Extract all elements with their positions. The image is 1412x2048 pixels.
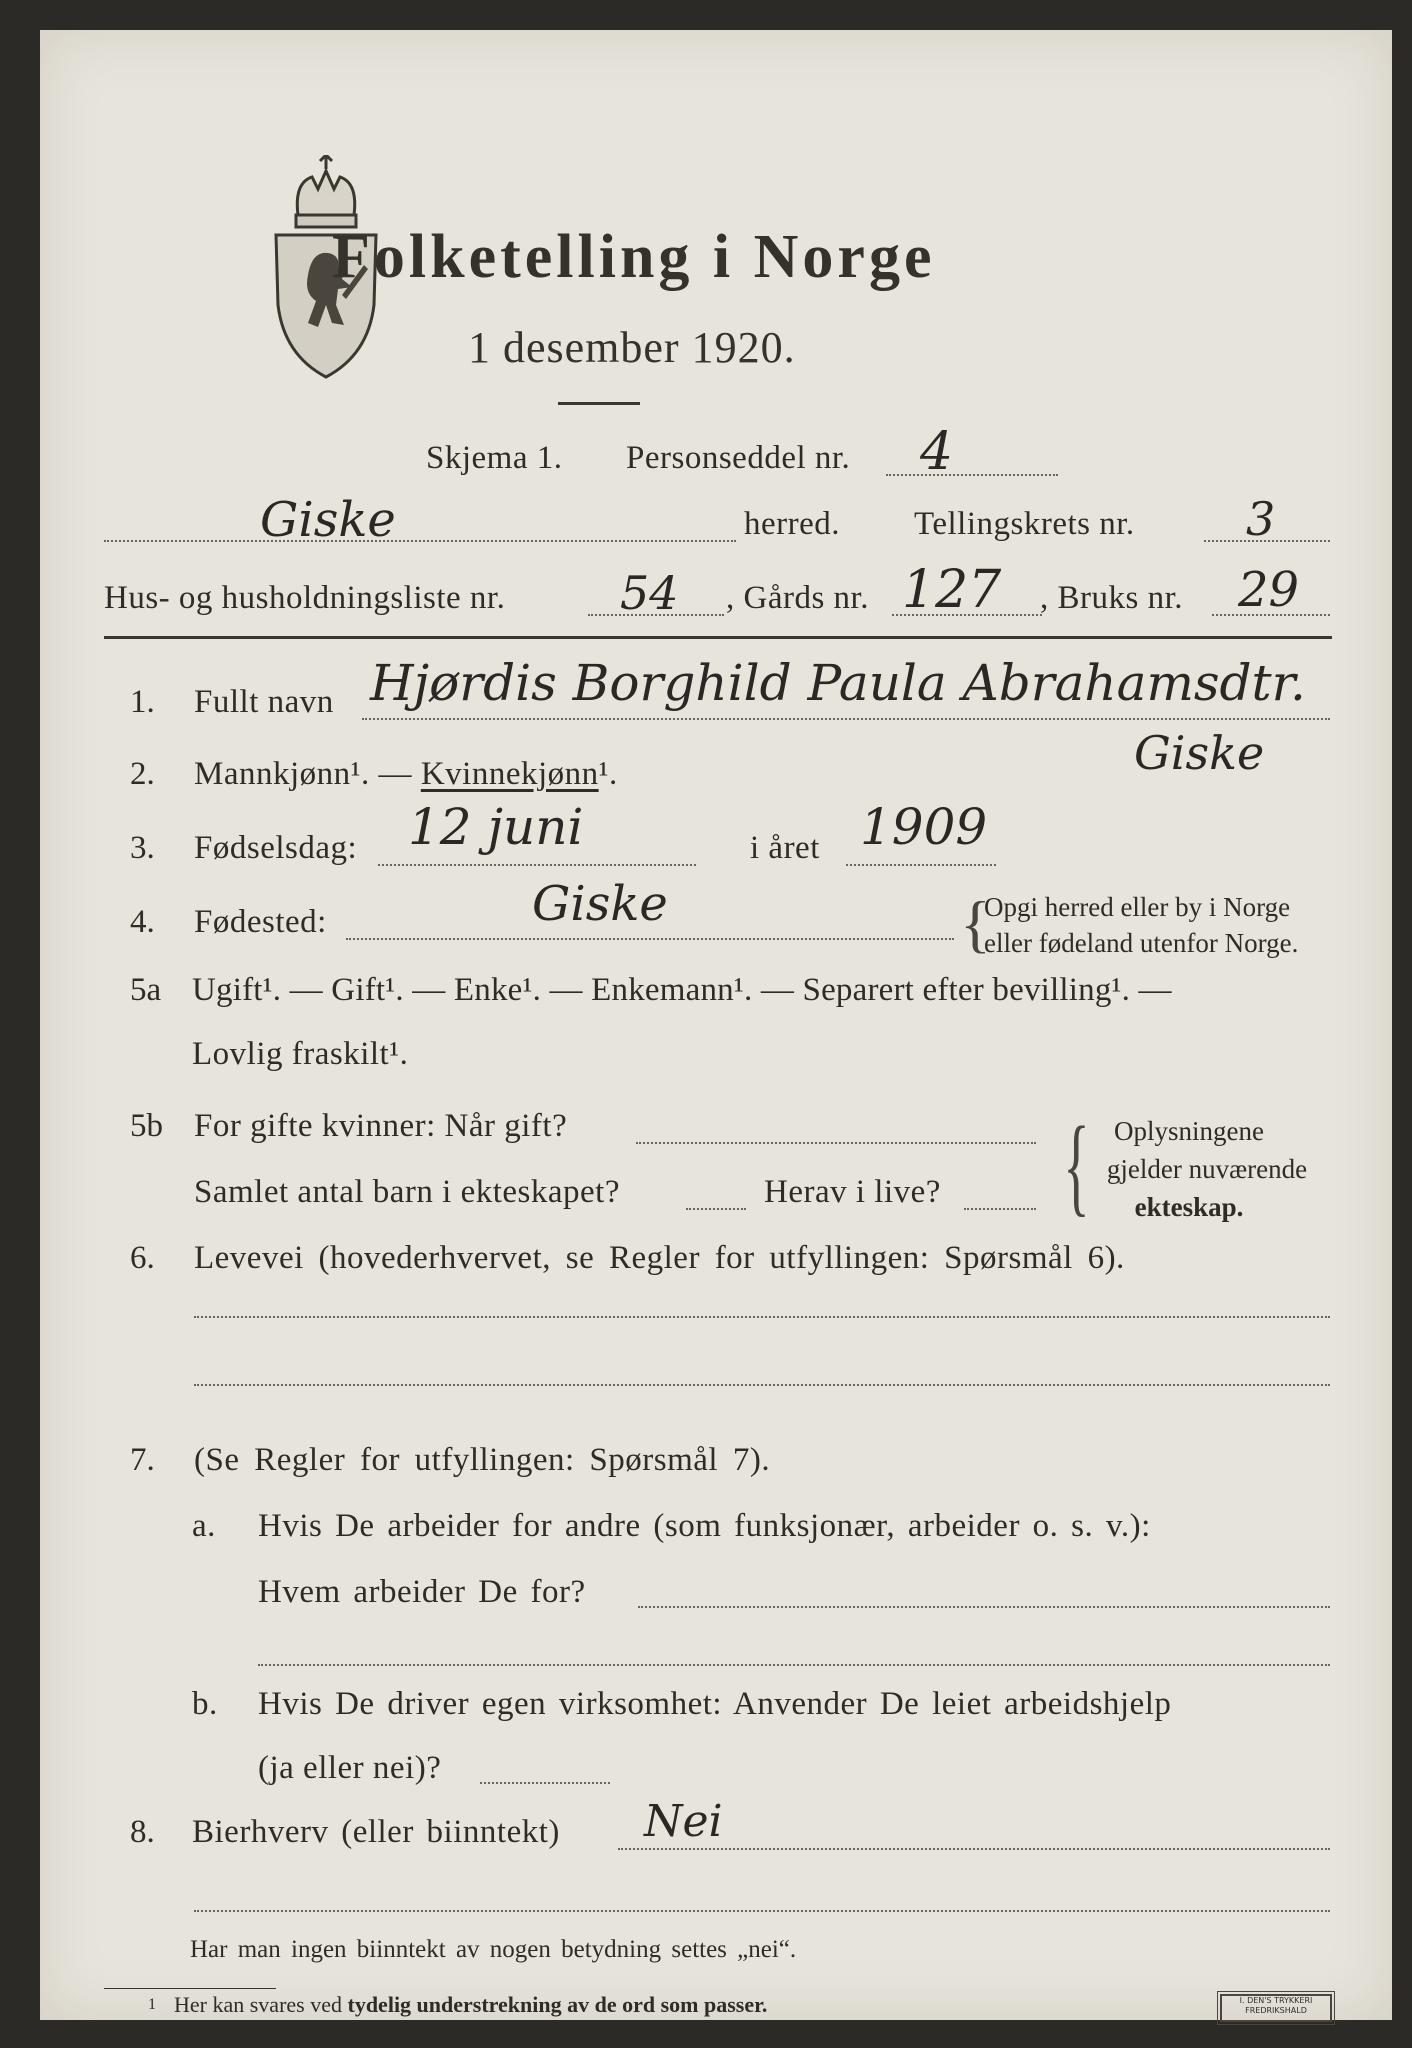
q7b-answer-line [480, 1782, 610, 1784]
hus-value: 54 [620, 566, 679, 620]
q7-label: (Se Regler for utfyllingen: Spørsmål 7). [194, 1442, 771, 1478]
q5a-number: 5a [130, 972, 162, 1008]
q3-birthday-value: 12 juni [408, 798, 584, 856]
q4-note-line1: Opgi herred eller by i Norge [984, 892, 1291, 922]
tellingskrets-label: Tellingskrets nr. [914, 506, 1135, 542]
q7a-line2: Hvem arbeider De for? [258, 1574, 586, 1610]
skjema-label: Skjema 1. [426, 440, 563, 476]
title-divider [558, 402, 640, 405]
q5b-alive-label: Herav i live? [764, 1174, 941, 1210]
q1-label: Fullt navn [194, 684, 334, 720]
bruks-value: 29 [1238, 562, 1300, 618]
q3-year-value: 1909 [860, 798, 988, 856]
q2-suffix: ¹. [598, 756, 618, 792]
q5b-children-label: Samlet antal barn i ekteskapet? [194, 1174, 621, 1210]
printer-stamp-line2: FREDRIKSHALD [1245, 2006, 1307, 2015]
form-title: Folketelling i Norge [332, 223, 936, 291]
census-form-sheet [40, 30, 1392, 2020]
footnote-text-plain: Her kan svares ved [174, 1992, 348, 2017]
q6-label: Levevei (hovederhvervet, se Regler for utfyllingen: Spørsmål 6). [194, 1240, 1125, 1276]
gards-value: 127 [902, 560, 1002, 620]
q7-number: 7. [130, 1442, 155, 1478]
census-date: 1 desember 1920. [468, 323, 796, 372]
q6-line-1 [194, 1316, 1330, 1318]
personseddel-label: Personseddel nr. [626, 440, 851, 476]
q1-name-value: Hjørdis Borghild Paula Abrahamsdtr. [370, 654, 1306, 712]
q6-line-2 [194, 1384, 1330, 1386]
q8-label: Bierhverv (eller biinntekt) [192, 1814, 560, 1850]
q5b-note-brace: { [1063, 1104, 1090, 1226]
q3-year-line [846, 864, 996, 866]
q5b-alive-line [964, 1208, 1036, 1210]
q7a-employer-line-2 [258, 1664, 1330, 1666]
q2-female-option-underlined: Kvinnekjønn [420, 756, 599, 792]
printer-stamp-line1: I. DEN'S TRYKKERI [1239, 1996, 1313, 2005]
q5b-note-line1: Oplysningene [1114, 1116, 1264, 1146]
q5b-note-line2: gjelder nuværende [1106, 1154, 1308, 1184]
footnote-text [174, 1992, 767, 2018]
hus-label: Hus- og husholdningsliste nr. [104, 580, 506, 616]
q3-number: 3. [130, 830, 155, 866]
personseddel-value: 4 [920, 422, 954, 482]
q7b-line2: (ja eller nei)? [258, 1750, 442, 1786]
q8-note: Har man ingen biinntekt av nogen betydning settes „nei“. [190, 1936, 797, 1963]
q7b-line1: Hvis De driver egen virksomhet: Anvender De leiet arbeidshjelp [258, 1686, 1172, 1722]
q4-line [346, 938, 954, 940]
q1-number: 1. [130, 684, 155, 720]
q8-line [618, 1848, 1330, 1850]
q3-label: Fødselsdag: [194, 830, 358, 866]
q4-note-brace: { [960, 888, 991, 959]
q3-birthday-line [378, 864, 696, 866]
gards-label: , Gårds nr. [726, 580, 869, 616]
q7a-line1: Hvis De arbeider for andre (som funksjonær, arbeider o. s. v.): [258, 1508, 1151, 1544]
q8-value: Nei [644, 1796, 723, 1847]
q7a-employer-line [638, 1606, 1330, 1608]
footnote-mark: 1 [148, 1996, 156, 2013]
q2-sex-options [194, 756, 618, 793]
q5a-marital-options: Ugift¹. — Gift¹. — Enke¹. — Enkemann¹. — Separert efter bevilling¹. — [192, 972, 1172, 1008]
q5b-married-label: For gifte kvinner: Når gift? [194, 1108, 568, 1144]
q7a-number: a. [192, 1508, 216, 1544]
q5b-married-line [636, 1142, 1036, 1144]
herred-value: Giske [260, 492, 396, 548]
q4-number: 4. [130, 904, 155, 940]
q4-birthplace-value: Giske [532, 876, 668, 932]
personseddel-line [886, 474, 1058, 476]
q8-line-2 [194, 1910, 1330, 1912]
footnote-text-bold: tydelig understrekning av de ord som passer. [347, 1992, 768, 2017]
printer-stamp [1220, 1994, 1332, 2022]
q3-year-label: i året [750, 830, 820, 866]
q2-male-option: Mannkjønn¹. — [194, 756, 421, 792]
q7b-number: b. [192, 1686, 218, 1722]
herred-label: herred. [744, 506, 841, 542]
bruks-label: , Bruks nr. [1040, 580, 1184, 616]
header-divider [104, 636, 1332, 639]
footnote-divider [104, 1988, 276, 1989]
q6-number: 6. [130, 1240, 155, 1276]
q5b-children-line [686, 1208, 746, 1210]
q5b-number: 5b [130, 1108, 163, 1144]
q1-line [362, 718, 1330, 720]
tellingskrets-value: 3 [1246, 492, 1276, 546]
q5a-marital-options-line2: Lovlig fraskilt¹. [192, 1036, 409, 1072]
q1-name-value-continued: Giske [1134, 726, 1265, 780]
q5b-note-line3: ekteskap. [1134, 1192, 1244, 1222]
q4-note-line2: eller fødeland utenfor Norge. [984, 928, 1299, 958]
herred-line [104, 540, 736, 542]
q8-number: 8. [130, 1814, 155, 1850]
q2-number: 2. [130, 756, 155, 792]
q4-label: Fødested: [194, 904, 327, 940]
